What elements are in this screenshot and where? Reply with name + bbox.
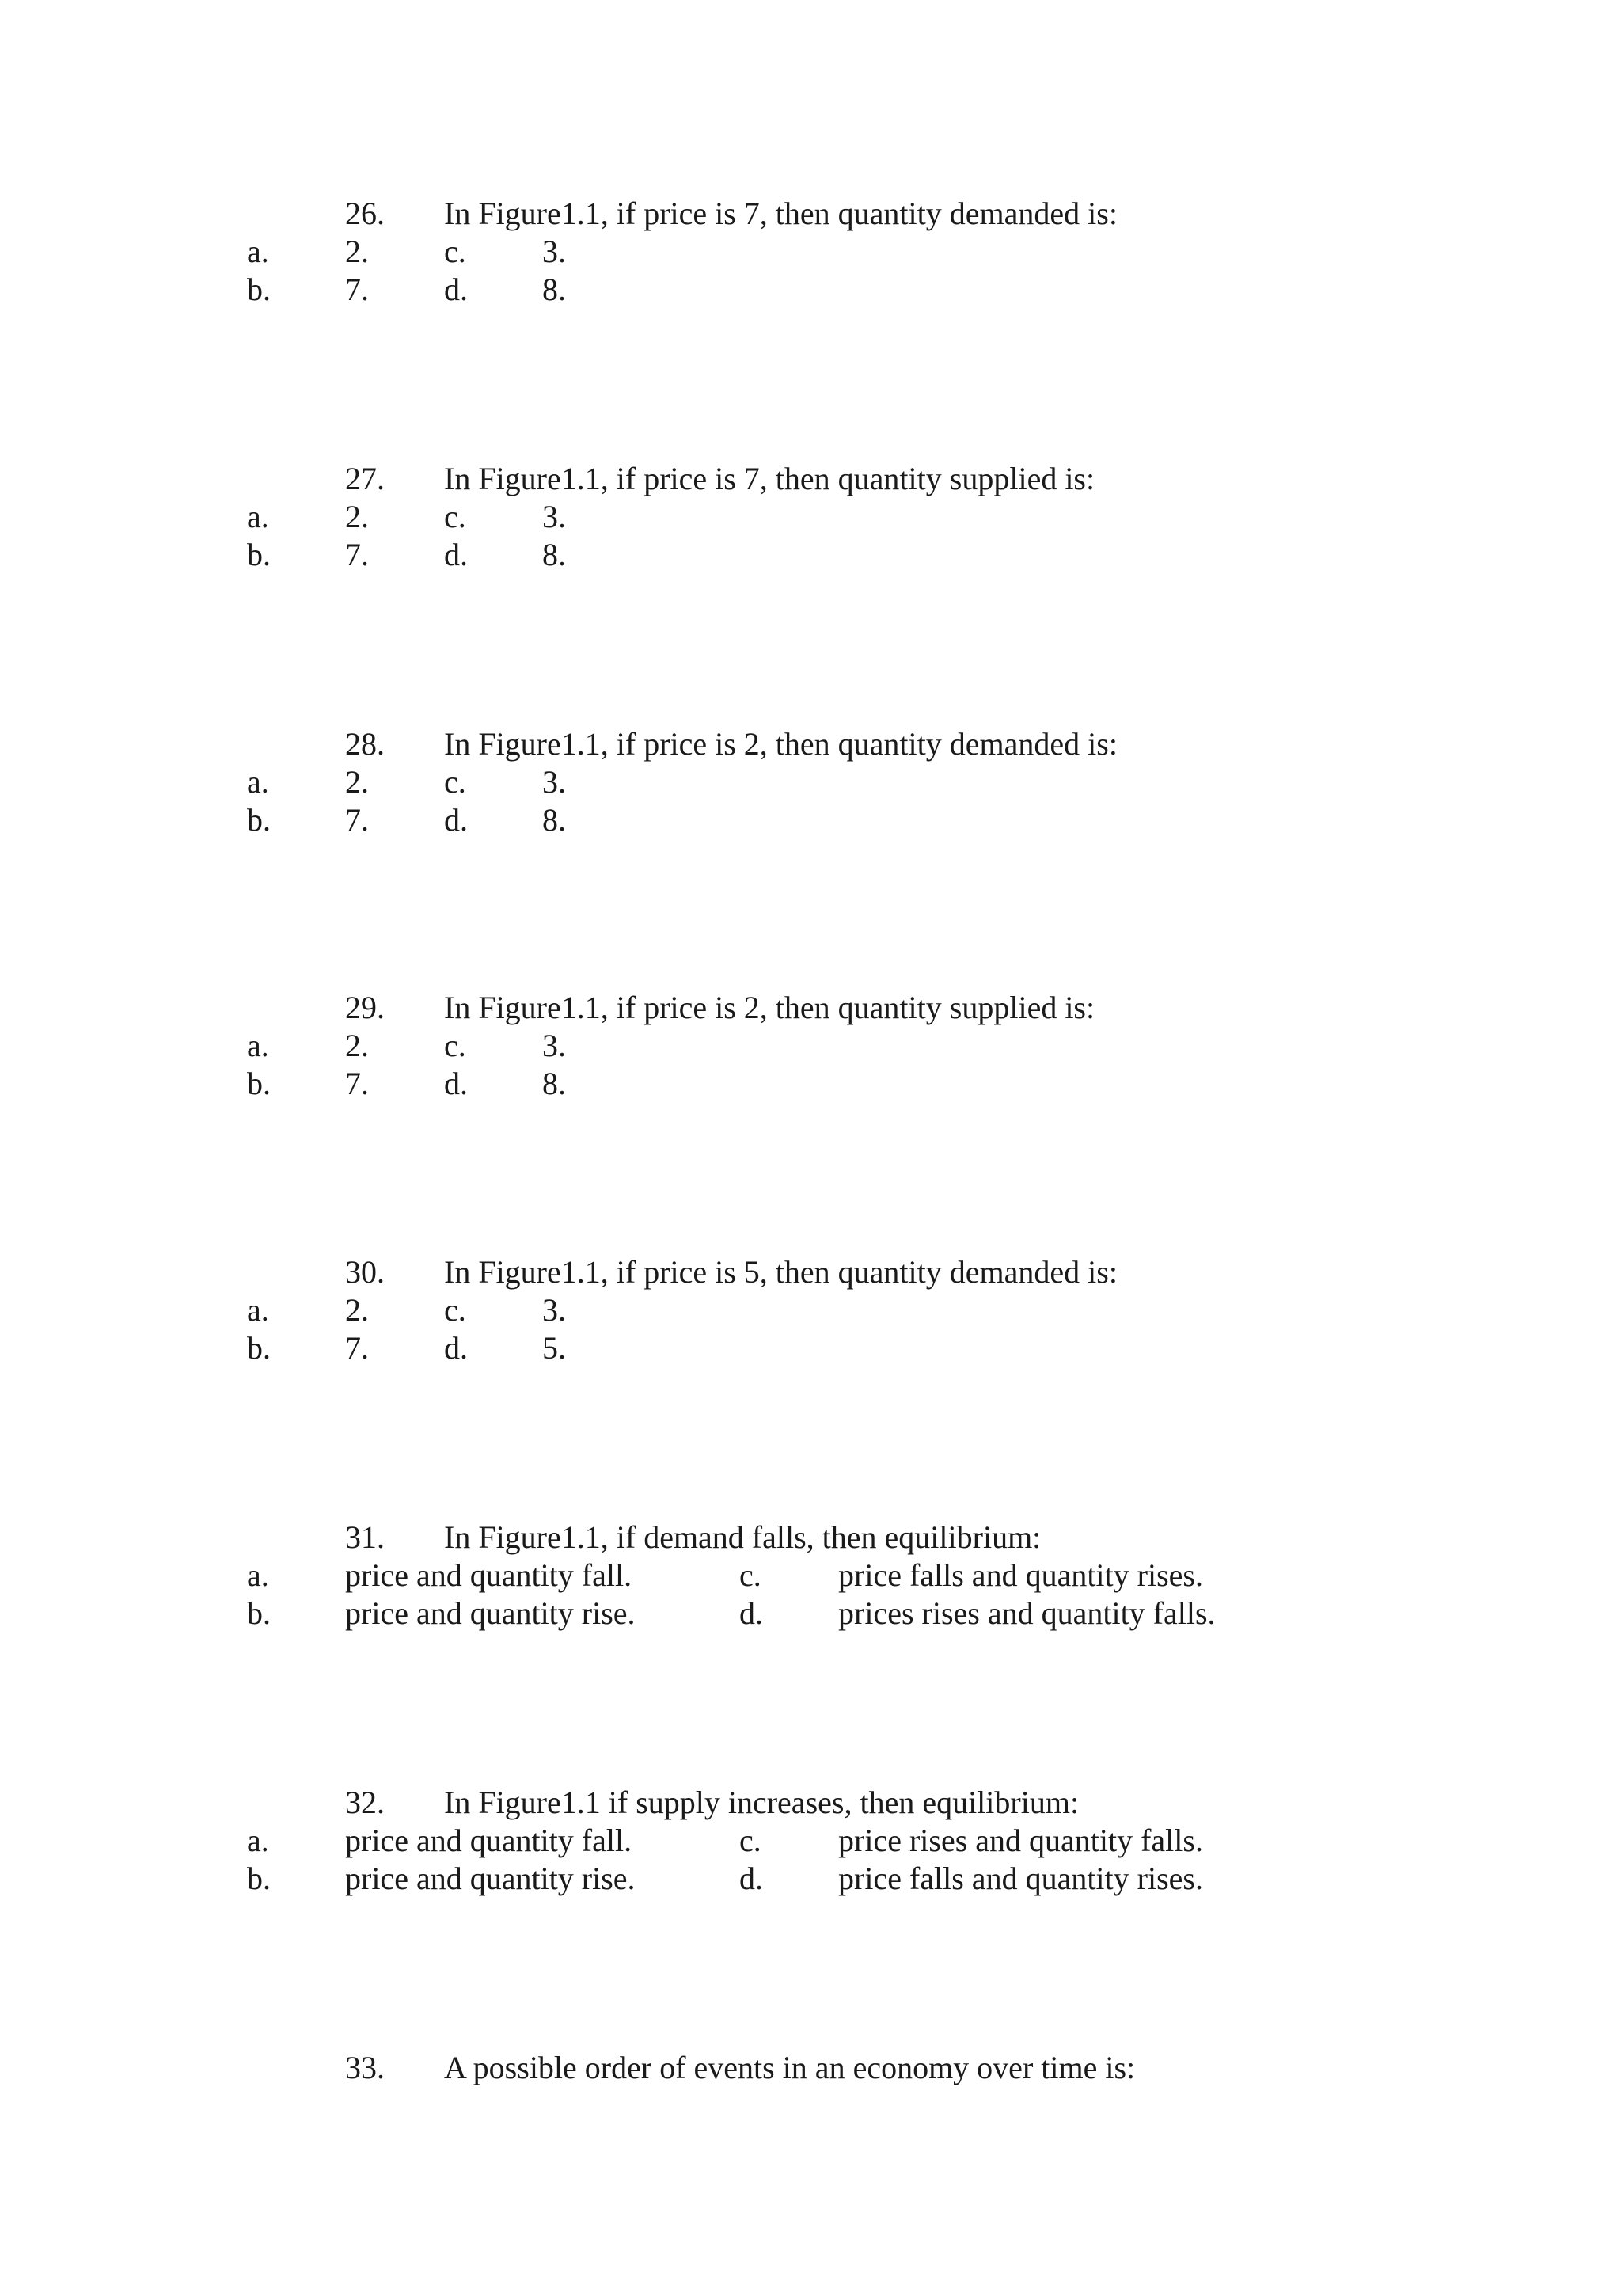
- option-letter: a.: [247, 234, 269, 269]
- question-number: 27.: [345, 461, 385, 496]
- option-letter: b.: [247, 1861, 271, 1896]
- option-row-b: [0, 539, 1621, 577]
- option-value: 8.: [542, 1066, 566, 1101]
- option-letter: d.: [444, 1066, 468, 1101]
- option-letter: a.: [247, 1823, 269, 1858]
- option-value: price and quantity fall.: [345, 1823, 632, 1858]
- option-row-b: [0, 1332, 1621, 1370]
- question-stem-row: [0, 1787, 1621, 1825]
- option-value: price and quantity rise.: [345, 1595, 636, 1631]
- option-row-b: [0, 1068, 1621, 1106]
- question-stem: In Figure1.1, if price is 7, then quantity supplied is:: [444, 461, 1095, 496]
- option-value: 2.: [345, 1028, 369, 1063]
- option-value: 3.: [542, 1292, 566, 1328]
- question-26: [0, 198, 1621, 312]
- question-stem: In Figure1.1, if demand falls, then equilibrium:: [444, 1519, 1042, 1555]
- question-stem: In Figure1.1, if price is 5, then quantity demanded is:: [444, 1254, 1118, 1290]
- option-letter: b.: [247, 1595, 271, 1631]
- option-value: price rises and quantity falls.: [838, 1823, 1203, 1858]
- option-letter: d.: [444, 272, 468, 307]
- option-value: 5.: [542, 1330, 566, 1366]
- question-number: 31.: [345, 1519, 385, 1555]
- question-stem-row: [0, 1519, 1621, 1560]
- option-letter: d.: [444, 1330, 468, 1366]
- option-letter: c.: [739, 1823, 761, 1858]
- option-value: price and quantity rise.: [345, 1861, 636, 1896]
- option-letter: b.: [247, 1330, 271, 1366]
- option-letter: b.: [247, 802, 271, 838]
- option-letter: d.: [444, 802, 468, 838]
- option-value: price falls and quantity rises.: [838, 1861, 1203, 1896]
- option-letter: a.: [247, 499, 269, 534]
- option-value: 7.: [345, 1330, 369, 1366]
- question-32: [0, 1787, 1621, 1901]
- option-row-b: [0, 1863, 1621, 1901]
- option-value: prices rises and quantity falls.: [838, 1595, 1216, 1631]
- option-letter: a.: [247, 1028, 269, 1063]
- option-value: price falls and quantity rises.: [838, 1557, 1203, 1593]
- question-27: [0, 463, 1621, 577]
- option-value: 7.: [345, 802, 369, 838]
- option-row-a: [0, 501, 1621, 539]
- option-letter: c.: [444, 499, 466, 534]
- question-29: [0, 992, 1621, 1106]
- option-row-a: [0, 1030, 1621, 1068]
- question-stem-row: [0, 1256, 1621, 1294]
- question-stem: In Figure1.1, if price is 7, then quantity demanded is:: [444, 196, 1118, 231]
- option-letter: c.: [444, 764, 466, 800]
- question-stem-row: [0, 992, 1621, 1030]
- option-value: 2.: [345, 764, 369, 800]
- question-stem-row: [0, 2052, 1621, 2090]
- option-letter: c.: [444, 234, 466, 269]
- option-letter: d.: [739, 1595, 763, 1631]
- option-value: 7.: [345, 272, 369, 307]
- question-stem: In Figure1.1, if price is 2, then quantity supplied is:: [444, 990, 1095, 1025]
- option-value: 7.: [345, 537, 369, 572]
- option-value: 8.: [542, 802, 566, 838]
- option-value: 3.: [542, 764, 566, 800]
- option-row-a: [0, 1825, 1621, 1863]
- question-30: [0, 1256, 1621, 1370]
- option-value: 3.: [542, 234, 566, 269]
- option-letter: c.: [739, 1557, 761, 1593]
- question-number: 33.: [345, 2050, 385, 2085]
- question-stem-row: [0, 463, 1621, 501]
- question-stem-row: [0, 728, 1621, 766]
- option-row-a: [0, 1557, 1621, 1598]
- option-row-b: [0, 804, 1621, 842]
- question-stem: A possible order of events in an economy over time is:: [444, 2050, 1136, 2085]
- option-letter: a.: [247, 1557, 269, 1593]
- option-letter: b.: [247, 1066, 271, 1101]
- question-number: 30.: [345, 1254, 385, 1290]
- option-letter: a.: [247, 1292, 269, 1328]
- option-letter: a.: [247, 764, 269, 800]
- option-row-b: [0, 274, 1621, 312]
- option-value: 2.: [345, 234, 369, 269]
- question-number: 29.: [345, 990, 385, 1025]
- option-value: 2.: [345, 1292, 369, 1328]
- question-number: 28.: [345, 726, 385, 762]
- option-row-a: [0, 1294, 1621, 1332]
- question-stem-row: [0, 198, 1621, 236]
- option-value: 3.: [542, 1028, 566, 1063]
- question-number: 32.: [345, 1785, 385, 1820]
- question-33: [0, 2052, 1621, 2090]
- question-28: [0, 728, 1621, 842]
- option-value: 8.: [542, 272, 566, 307]
- option-value: 7.: [345, 1066, 369, 1101]
- option-value: 3.: [542, 499, 566, 534]
- option-row-a: [0, 236, 1621, 274]
- option-value: price and quantity fall.: [345, 1557, 632, 1593]
- question-stem: In Figure1.1, if price is 2, then quantity demanded is:: [444, 726, 1118, 762]
- option-letter: d.: [444, 537, 468, 572]
- question-stem: In Figure1.1 if supply increases, then equilibrium:: [444, 1785, 1080, 1820]
- question-number: 26.: [345, 196, 385, 231]
- option-letter: c.: [444, 1028, 466, 1063]
- option-value: 8.: [542, 537, 566, 572]
- question-31: [0, 1519, 1621, 1636]
- option-letter: b.: [247, 537, 271, 572]
- option-row-a: [0, 766, 1621, 804]
- option-letter: d.: [739, 1861, 763, 1896]
- option-letter: c.: [444, 1292, 466, 1328]
- option-letter: b.: [247, 272, 271, 307]
- option-value: 2.: [345, 499, 369, 534]
- option-row-b: [0, 1595, 1621, 1636]
